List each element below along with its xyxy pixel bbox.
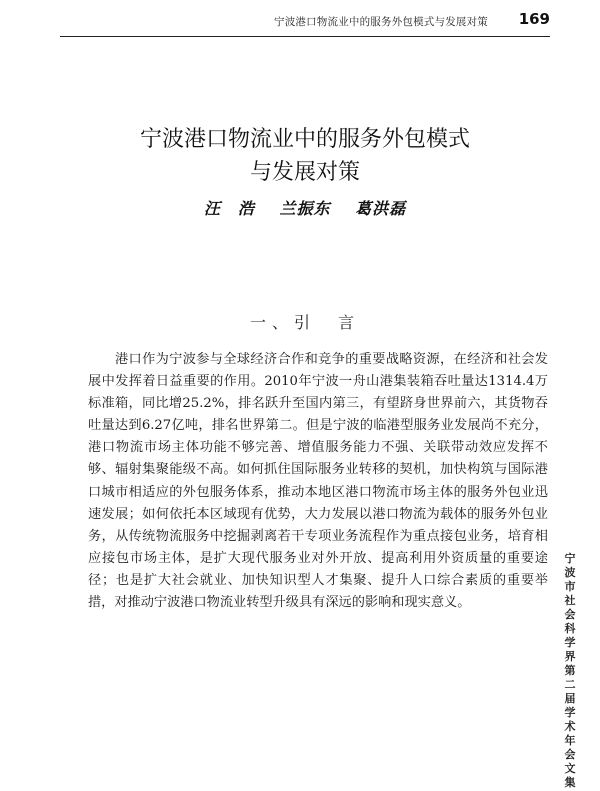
page-number: 169 (518, 10, 550, 28)
side-note-vertical: 宁波市社会科学界第二届学术年会文集 (564, 552, 576, 789)
section-heading-introduction: 一、引 言 (249, 313, 360, 332)
author-2: 兰振东 (279, 199, 331, 218)
paper-title-line-2: 与发展对策 (249, 160, 360, 185)
paper-title-line-1: 宁波港口物流业中的服务外包模式 (139, 127, 470, 152)
paper-title (60, 123, 550, 189)
body-paragraph: 港口作为宁波参与全球经济合作和竞争的重要战略资源，在经济和社会发展中发挥着日益重要的作用。2010年宁波一舟山港集装箱吞吐量达1314.4万标准箱，同比增25.2%，排名跃升至国内第三，有望跻身世界前六，其货物吞吐量达到6.27亿吨，排名世界第二。但是宁波的临港型服务业发展尚不充分，港口物流市场主体功能不够完善、增值服务能力不强、关联带动效应发挥不够、辐射集聚能级不高。如何抓住国际服务业转移的契机，加快构筑与国际港口城市相适应的外包服务体系，推动本地区港口物流市场主体的服务外包业迅速发展；如何依托本区域现有优势，大力发展以港口物流为载体的服务外包业务，从传统物流服务中挖掘剥离若干专项业务流程作为重点接包业务，培育相应接包市场主体，是扩大现代服务业对外开放、提高利用外资质量的重要途径；也是扩大社会就业、加快知识型人才集聚、提升人口综合素质的重要举措，对推动宁波港口物流业转型升级具有深远的影响和现实意义。 (88, 352, 548, 611)
running-title: 宁波港口物流业中的服务外包模式与发展对策 (274, 16, 488, 28)
author-3: 葛洪磊 (355, 199, 407, 218)
running-header (60, 6, 550, 37)
author-1: 汪 浩 (203, 199, 255, 218)
author-list (60, 196, 550, 219)
